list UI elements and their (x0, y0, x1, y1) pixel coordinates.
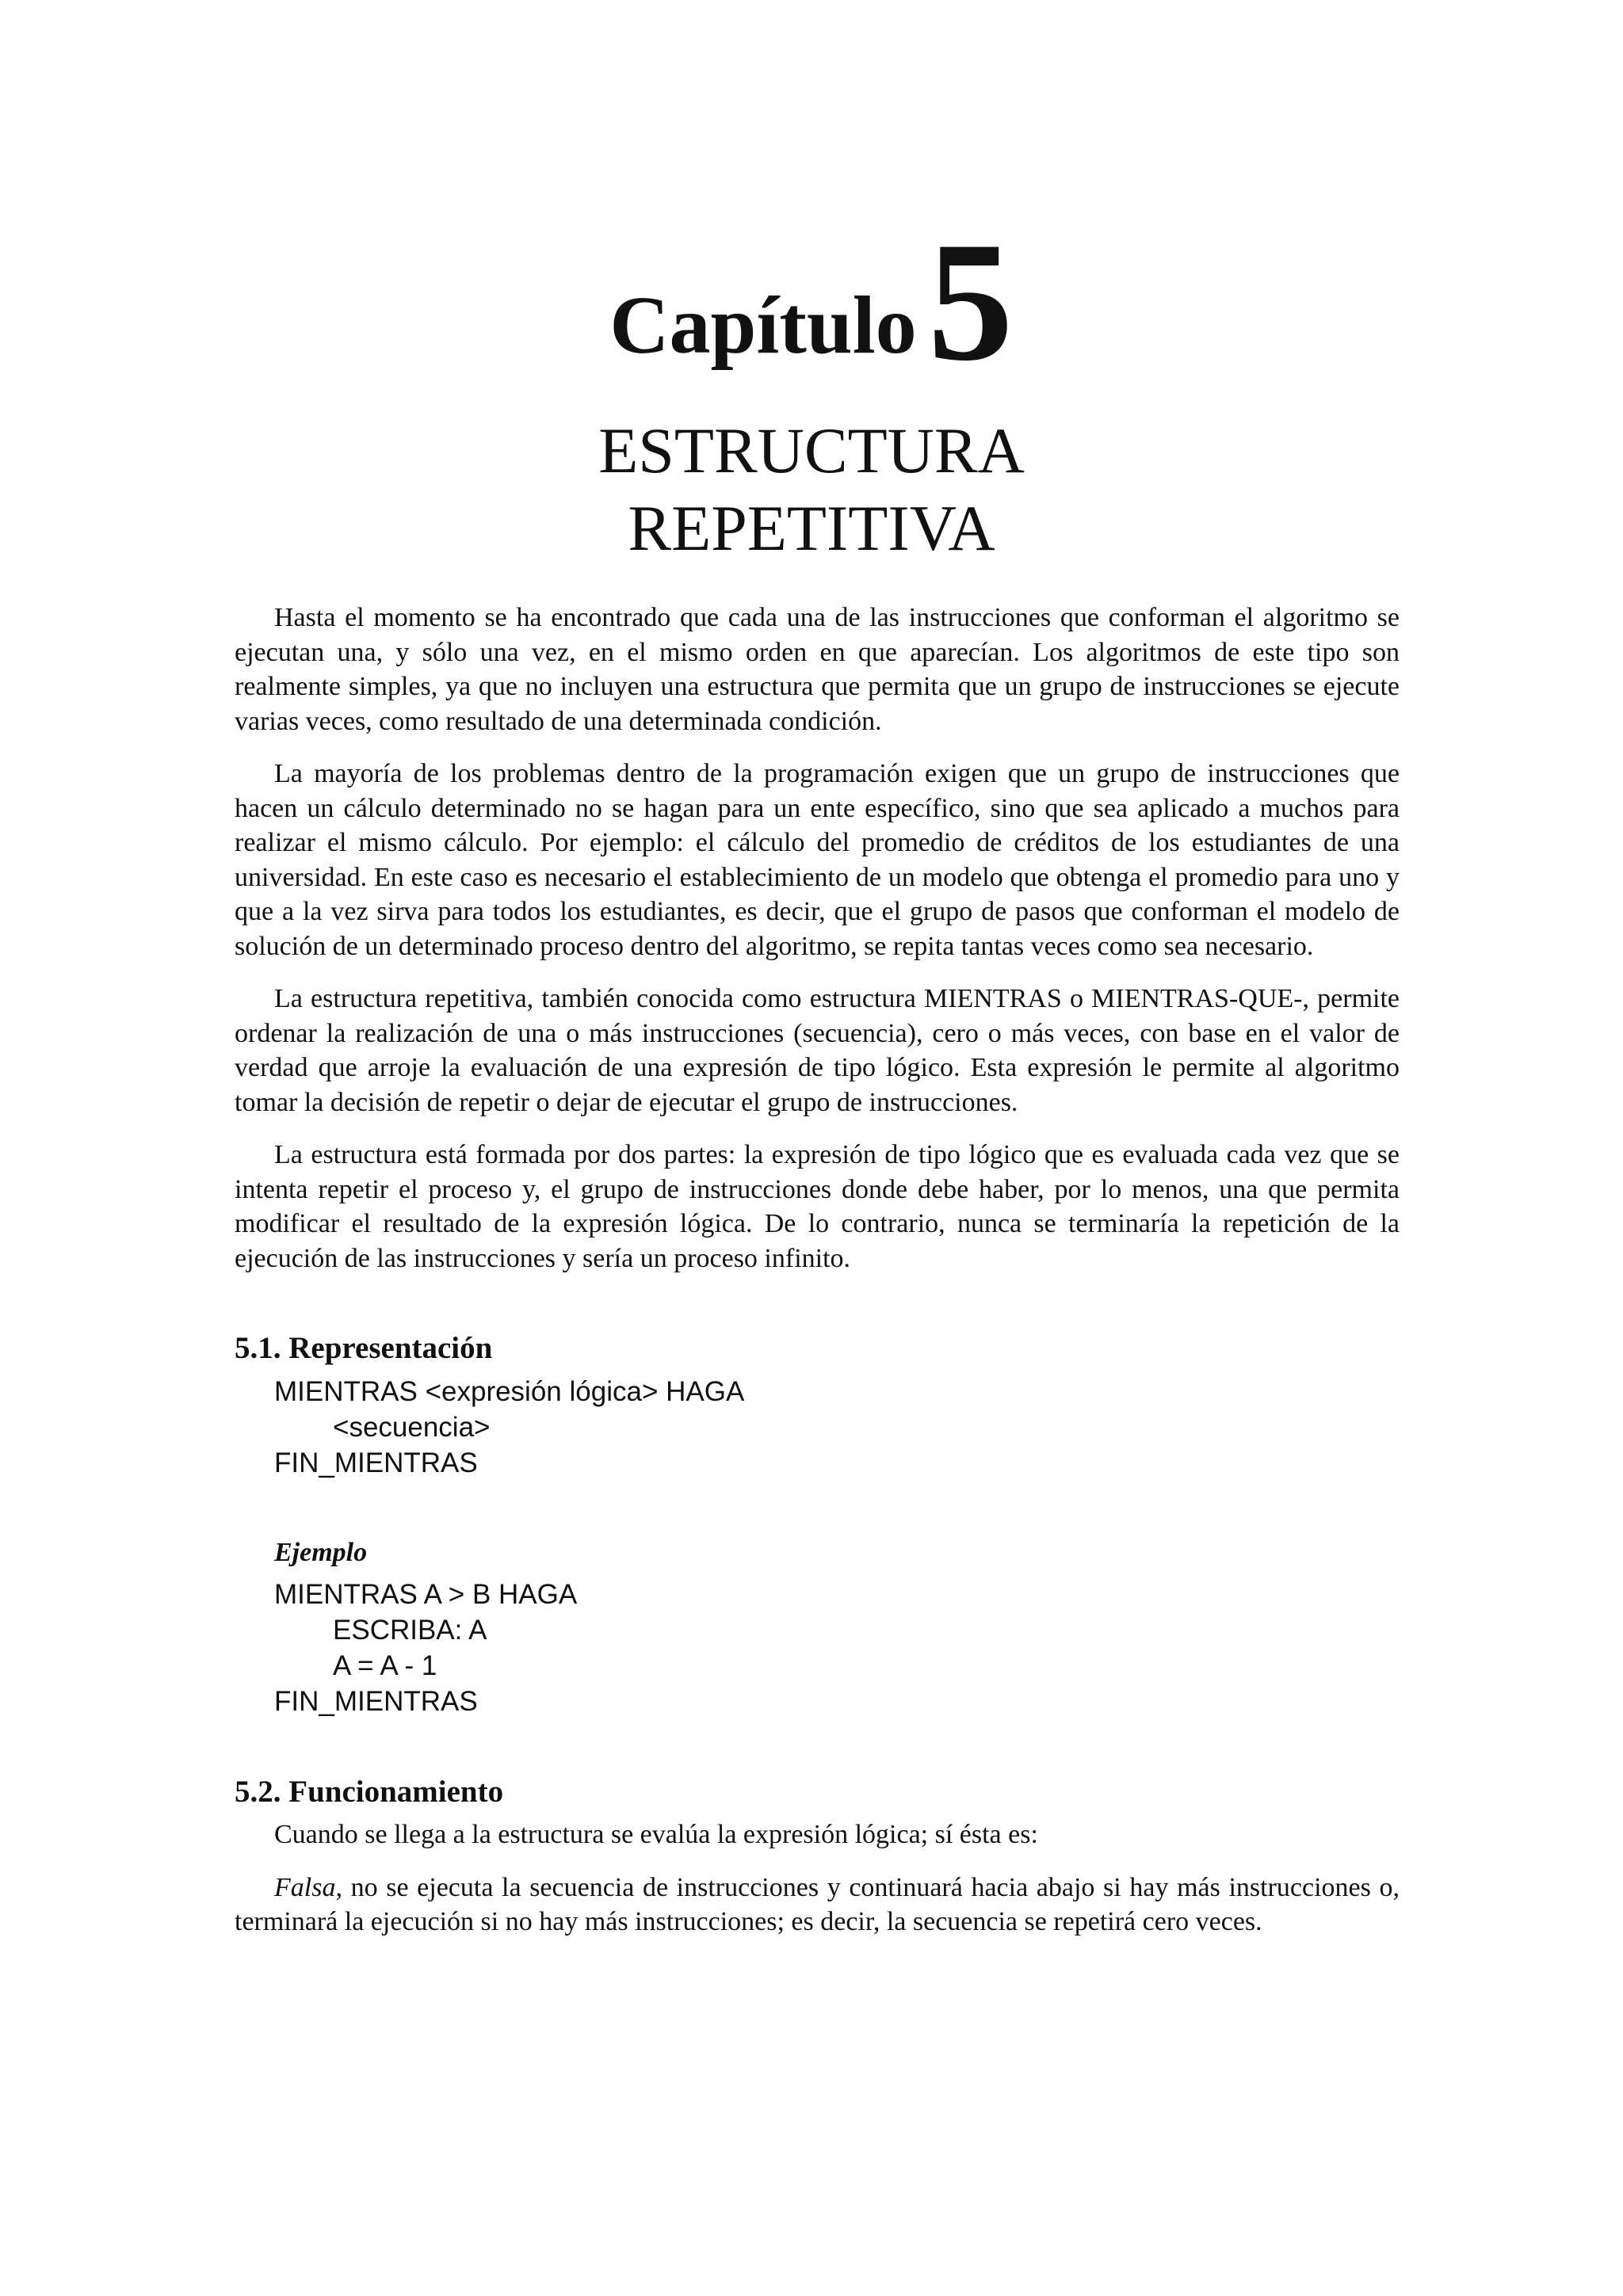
chapter-title-line-1: ESTRUCTURA (598, 414, 1025, 486)
intro-paragraph-4: La estructura está formada por dos partes: la expresión de tipo lógico que es evaluada cada vez que se intenta repetir el proceso y, el grupo de instrucciones donde debe haber, por lo menos, una que permita modificar el resultado de la expresión lógica. De lo contrario, nunca se terminaría la repetición de la ejecución de las instrucciones y sería un proceso infinito. (235, 1140, 1400, 1273)
pseudocode-syntax (274, 1374, 1400, 1481)
intro-paragraph-2: La mayoría de los problemas dentro de la programación exigen que un grupo de instrucciones que hacen un cálculo determinado no se hagan para un ente específico, sino que sea aplicado a muchos para realizar el mismo cálculo. Por ejemplo: el cálculo del promedio de créditos de los estudiantes de una universidad. En este caso es necesario el establecimiento de un modelo que obtenga el promedio para uno y que a la vez sirva para todos los estudiantes, es decir, que el grupo de pasos que conforman el modelo de solución de un determinado proceso dentro del algoritmo, se repita tantas veces como sea necesario. (235, 759, 1400, 961)
falsa-term: Falsa (274, 1872, 336, 1902)
funcionamiento-paragraph-2 (235, 1871, 1400, 1939)
pseudocode-example (274, 1577, 1400, 1719)
code-line: FIN_MIENTRAS (274, 1447, 478, 1478)
intro-paragraph-1: Hasta el momento se ha encontrado que cada una de las instrucciones que conforman el algoritmo se ejecutan una, y sólo una vez, en el mismo orden en que aparecían. Los algoritmos de este tipo son realmente simples, ya que no incluyen una estructura que permita que un grupo de instrucciones se ejecute varias veces, como resultado de una determinada condición. (235, 603, 1400, 736)
chapter-title (0, 412, 1623, 567)
section-title-representacion: 5.1. Representación (235, 1331, 493, 1365)
code-line: ESCRIBA: A (333, 1615, 487, 1646)
code-line: MIENTRAS A > B HAGA (274, 1579, 578, 1610)
chapter-heading (0, 207, 1623, 396)
funcionamiento-paragraph-1: Cuando se llega a la estructura se evalúa la expresión lógica; sí ésta es: (274, 1820, 1038, 1849)
example-label: Ejemplo (274, 1538, 368, 1567)
document-body (235, 601, 1400, 1958)
section-title-funcionamiento: 5.2. Funcionamiento (235, 1775, 504, 1809)
chapter-number: 5 (927, 207, 1014, 396)
code-line: <secuencia> (333, 1412, 491, 1443)
chapter-title-line-2: REPETITIVA (628, 492, 995, 564)
intro-paragraph-3: La estructura repetitiva, también conocida como estructura MIENTRAS o MIENTRAS-QUE-, permite ordenar la realización de una o más instrucciones (secuencia), cero o más veces, con base en el valor de verdad que arroje la evaluación de una expresión de tipo lógico. Esta expresión le permite al algoritmo tomar la decisión de repetir o dejar de ejecutar el grupo de instrucciones. (235, 984, 1400, 1117)
falsa-description: , no se ejecuta la secuencia de instrucciones y continuará hacia abajo si hay más instrucciones o, terminará la ejecución si no hay más instrucciones; es decir, la secuencia se repetirá cero veces. (235, 1872, 1400, 1936)
code-line: FIN_MIENTRAS (274, 1686, 478, 1717)
code-line: MIENTRAS <expresión lógica> HAGA (274, 1376, 745, 1407)
chapter-word: Capítulo (609, 280, 917, 371)
code-line: A = A - 1 (333, 1650, 437, 1681)
